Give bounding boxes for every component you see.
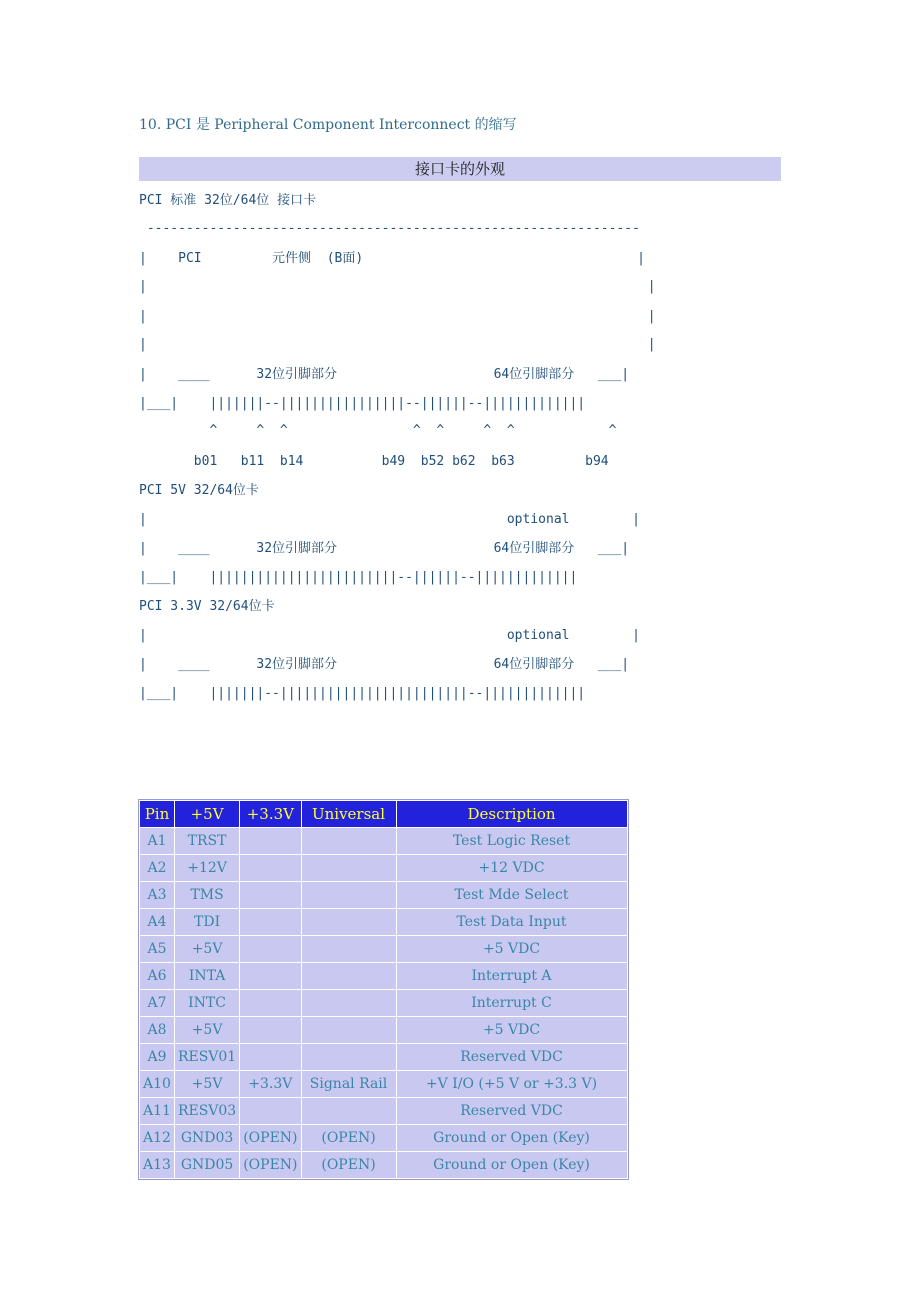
cell-pin: A6 <box>140 963 174 989</box>
cell-universal <box>302 882 396 908</box>
cell-3v3 <box>240 936 300 962</box>
diagram-title-3v3: PCI 3.3V 32/64位卡 <box>139 599 275 614</box>
cell-5v: +5V <box>175 1017 239 1043</box>
cell-3v3 <box>240 963 300 989</box>
cell-5v: INTC <box>175 990 239 1016</box>
cell-description: Reserved VDC <box>397 1098 627 1124</box>
table-header-row <box>140 801 627 827</box>
cell-pin: A2 <box>140 855 174 881</box>
cell-5v: TRST <box>175 828 239 854</box>
cell-3v3: +3.3V <box>240 1071 300 1097</box>
section-heading: 10. PCI 是 Peripheral Component Interconnect 的缩写 <box>139 117 517 133</box>
cell-pin: A9 <box>140 1044 174 1070</box>
column-header-universal: Universal <box>302 801 396 827</box>
table-row <box>140 909 627 935</box>
cell-5v: TDI <box>175 909 239 935</box>
table-row <box>140 936 627 962</box>
cell-pin: A13 <box>140 1152 174 1178</box>
cell-description: Test Mde Select <box>397 882 627 908</box>
diagram-line: | optional | <box>139 628 640 643</box>
cell-pin: A4 <box>140 909 174 935</box>
diagram-line: | ____ 32位引脚部分 64位引脚部分 ___| <box>139 541 630 556</box>
cell-pin: A5 <box>140 936 174 962</box>
diagram-line: |___| |||||||--||||||||||||||||||||||||--||||||||||||| <box>139 686 586 701</box>
cell-3v3 <box>240 909 300 935</box>
cell-5v: +5V <box>175 936 239 962</box>
cell-description: +5 VDC <box>397 1017 627 1043</box>
cell-pin: A8 <box>140 1017 174 1043</box>
diagram-line: |___| |||||||--||||||||||||||||--||||||--||||||||||||| <box>139 396 586 411</box>
diagram-line: ^ ^ ^ ^ ^ ^ ^ ^ <box>139 423 617 438</box>
column-header-5v: +5V <box>175 801 239 827</box>
table-row <box>140 828 627 854</box>
cell-universal <box>302 1044 396 1070</box>
cell-pin: A1 <box>140 828 174 854</box>
table-row <box>140 990 627 1016</box>
diagram-line: | | <box>139 279 656 294</box>
cell-pin: A10 <box>140 1071 174 1097</box>
cell-3v3 <box>240 882 300 908</box>
cell-pin: A11 <box>140 1098 174 1124</box>
cell-universal <box>302 828 396 854</box>
section-band-title: 接口卡的外观 <box>139 157 781 181</box>
cell-description: Test Logic Reset <box>397 828 627 854</box>
cell-5v: RESV03 <box>175 1098 239 1124</box>
diagram-line: | PCI 元件侧 (B面) | <box>139 251 645 266</box>
cell-5v: +5V <box>175 1071 239 1097</box>
diagram-line: | ____ 32位引脚部分 64位引脚部分 ___| <box>139 367 630 382</box>
table-row <box>140 882 627 908</box>
diagram-line: | ____ 32位引脚部分 64位引脚部分 ___| <box>139 657 630 672</box>
cell-pin: A12 <box>140 1125 174 1151</box>
table-row <box>140 1071 627 1097</box>
cell-description: Interrupt C <box>397 990 627 1016</box>
cell-3v3: (OPEN) <box>240 1152 300 1178</box>
column-header-pin: Pin <box>140 801 174 827</box>
table-row <box>140 963 627 989</box>
cell-pin: A7 <box>140 990 174 1016</box>
cell-universal: (OPEN) <box>302 1152 396 1178</box>
cell-universal <box>302 1017 396 1043</box>
cell-description: Test Data Input <box>397 909 627 935</box>
cell-5v: INTA <box>175 963 239 989</box>
diagram-line: | optional | <box>139 512 640 527</box>
cell-pin: A3 <box>140 882 174 908</box>
cell-universal <box>302 855 396 881</box>
cell-universal <box>302 1098 396 1124</box>
cell-5v: RESV01 <box>175 1044 239 1070</box>
cell-3v3 <box>240 1044 300 1070</box>
cell-3v3 <box>240 990 300 1016</box>
pin-table <box>138 799 629 1180</box>
cell-5v: TMS <box>175 882 239 908</box>
cell-description: Reserved VDC <box>397 1044 627 1070</box>
cell-universal <box>302 963 396 989</box>
cell-description: +12 VDC <box>397 855 627 881</box>
cell-universal <box>302 936 396 962</box>
cell-description: +5 VDC <box>397 936 627 962</box>
cell-description: Ground or Open (Key) <box>397 1125 627 1151</box>
cell-3v3: (OPEN) <box>240 1125 300 1151</box>
table-row <box>140 1152 627 1178</box>
cell-5v: +12V <box>175 855 239 881</box>
cell-universal <box>302 990 396 1016</box>
diagram-line: --------------------------------------------------------------- <box>139 221 640 236</box>
cell-5v: GND03 <box>175 1125 239 1151</box>
cell-universal: Signal Rail <box>302 1071 396 1097</box>
column-header-3v3: +3.3V <box>240 801 300 827</box>
cell-description: Ground or Open (Key) <box>397 1152 627 1178</box>
diagram-line: | | <box>139 337 656 352</box>
cell-3v3 <box>240 828 300 854</box>
table-row <box>140 1017 627 1043</box>
cell-universal: (OPEN) <box>302 1125 396 1151</box>
cell-description: +V I/O (+5 V or +3.3 V) <box>397 1071 627 1097</box>
diagram-line: b01 b11 b14 b49 b52 b62 b63 b94 <box>139 454 609 469</box>
diagram-line: |___| ||||||||||||||||||||||||--||||||--||||||||||||| <box>139 570 578 585</box>
cell-description: Interrupt A <box>397 963 627 989</box>
cell-3v3 <box>240 1017 300 1043</box>
cell-universal <box>302 909 396 935</box>
cell-3v3 <box>240 855 300 881</box>
table-row <box>140 1098 627 1124</box>
table-row <box>140 1125 627 1151</box>
diagram-line: | | <box>139 309 656 324</box>
diagram-title-5v: PCI 5V 32/64位卡 <box>139 483 259 498</box>
column-header-description: Description <box>397 801 627 827</box>
table-row <box>140 855 627 881</box>
diagram-title-standard: PCI 标准 32位/64位 接口卡 <box>139 193 317 208</box>
table-row <box>140 1044 627 1070</box>
cell-5v: GND05 <box>175 1152 239 1178</box>
cell-3v3 <box>240 1098 300 1124</box>
